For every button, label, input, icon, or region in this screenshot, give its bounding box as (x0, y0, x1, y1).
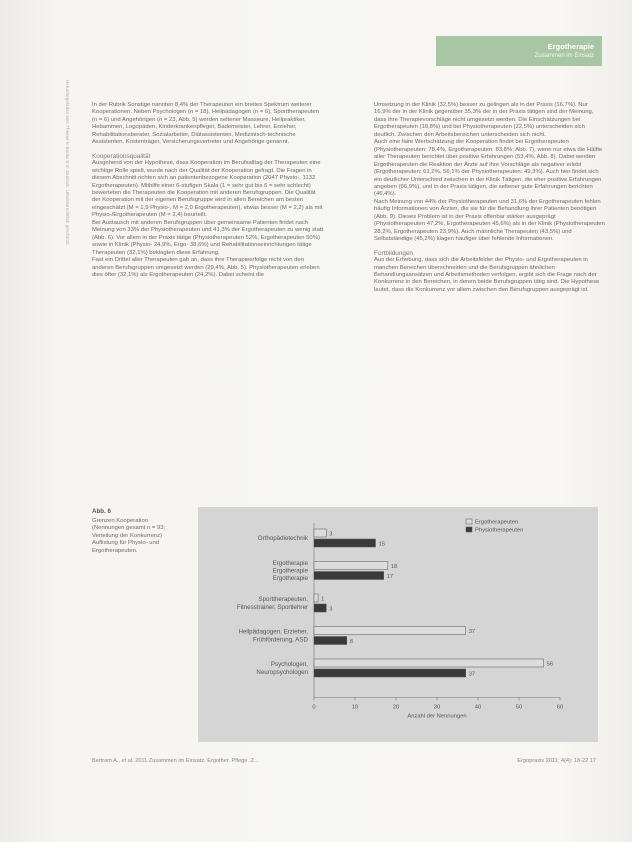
bar-value-label: 15 (378, 541, 385, 548)
footer-citation: Bertram A., et al. 2011 Zusammen im Einsatz. Ergother. Pflege. Z... (92, 758, 259, 764)
x-axis-label: Anzahl der Nennungen (407, 713, 467, 720)
section-title: Ergotherapie (547, 42, 594, 51)
legend-swatch (466, 519, 472, 524)
bar-value-label: 56 (546, 661, 554, 668)
bar-value-label: 37 (468, 629, 476, 635)
bar-ergotherapeuten (314, 594, 318, 602)
category-label: Fitnesstrainer, Sportlehrer (236, 603, 308, 611)
category-label: Orthopädietechnik (257, 535, 308, 542)
paragraph: Bei Austausch mit anderen Berufsgruppen über gemeinsame Patienten findet nach Meinung von 33% der Physiotherapeuten und 41,3% der Ergotherapeuten zu wenig statt (Abb. 6). Vor allem in der Praxis tätige (Physiotherapeuten 52%, Ergotherapeuten 50%) sowie in Klinik (Physio- 24,9%, Ergo- 38,6%) und Rehabilitationseinrichtungen tätige Therapeuten (32,1%) beklagten diese Erfahrung. (92, 219, 324, 256)
category-label: Frühförderung, ASD (252, 636, 308, 644)
bar-value-label: 8 (349, 639, 354, 645)
paragraph: Aus der Erhebung, dass sich die Arbeitsfelder der Physio- und Ergotherapeuten in manchen Bereichen überschneiden und die Berufsgruppen ähnlichen Behandlungsansätzen und Arbeitsmethoden verfolgen, ergibt sich die Frage nach der Konkurrenz in den Bereichen, in denen beide Berufsgruppen tätig sind. Die Hypothese lautet, dass die Konkurrenz vor allem zwischen den Berufsgruppen ausgeprägt ist. (374, 257, 600, 293)
figure-caption-text: Grenzen Kooperation (Nennungen gesamt n = 93; Verteilung der Konkurrenz) Auflistung für Physio- und Ergotherapeuten. (92, 517, 166, 554)
chart-panel (198, 507, 598, 742)
bar-physiotherapeuten (314, 637, 347, 645)
bar-physiotherapeuten (314, 604, 326, 612)
section-header (436, 36, 602, 66)
bar-value-label: 1 (321, 596, 325, 603)
category-label: Neuropsychologen (256, 668, 308, 676)
subheading: Fortbildungen (374, 249, 414, 257)
side-note-text: Heruntergeladen von: Thieme E-Books & E-Journals. Urheberrechtlich geschützt. (65, 80, 70, 246)
bar-value-label: 18 (390, 564, 398, 570)
x-tick-label: 50 (515, 704, 523, 711)
category-label: Ergotherapie (272, 559, 308, 567)
paragraph: Umsetzung in der Klinik (32,5%) besser zu gelingen als in der Praxis (16,7%). Nur 16,9% der in der Klinik gegenüber 35,3% der in der Praxis tätigen sind der Meinung, dass ihre Therapievorschläge nicht umgesetzt werden. Die Einschätzungen bei Ergotherapeuten (18,8%) und bei Physiotherapeuten (22,5%) unterscheiden sich deutlich. Zwischen den Arbeitsbereichen unterscheiden sich nicht. (374, 102, 594, 138)
paragraph: Nach Meinung von 44% der Physiotherapeuten und 31,6% der Ergotherapeuten fehlen häufig Informationen von Ärzten, die sie für die Behandlung ihrer Patienten benötigen (Abb. 9). Dieses Problem ist in der Praxis offenbar stärker ausgeprägt (Physiotherapeuten 47,2%, Ergotherapeuten 45,6%) als in der Klinik (Physiotherapeuten 28,2%, Ergotherapeuten 23,9%). Auch männliche Therapeuten (43,5%) und Selbstständige (45,2%) klagen häufiger über fehlende Informationen. (374, 198, 605, 243)
bar-ergotherapeuten (314, 529, 326, 537)
category-label: Ergotherapie (272, 567, 308, 575)
legend-label: Physiotherapeuten (475, 527, 524, 534)
figure-caption (92, 508, 180, 555)
legend-label: Ergotherapeuten (475, 519, 519, 526)
bar-chart (198, 507, 598, 742)
paragraph: In der Rubrik Sonstige nannten 8,4% der Therapeuten ein breites Spektrum weiterer Kooperationen. Neben Psychologen (n = 18), Heilpädagogen (n = 6), Sporttherapeuten (n = 6) und Angehörigen (n = 23, Abb. 5) werden seltener Masseure, Heilpraktiker, Hebammen, Logopäden, Kinderkrankenpfleger, Bademeister, Lehrer, Erzieher, Rehabilitationsberater, Sozialarbeiter, Diätassistenten, Medizinisch-technische Assistenten, Kostenträger, Versicherungsvertreter und Angehörige genannt. (92, 102, 319, 146)
text-column-right (374, 102, 606, 294)
category-label: Psychologen, (270, 661, 308, 669)
x-tick-label: 0 (312, 704, 316, 711)
x-tick-label: 30 (433, 704, 441, 711)
figure-label: Abb. 6 (92, 508, 111, 515)
paragraph: Ausgehend von der Hypothese, dass Kooperation im Berufsalltag der Therapeuten eine wichtige Rolle spielt, wurde nach der Qualität der Kooperation gefragt. Die Fragen in diesem Abschnitt richten sich an patientenbezogene Kooperation (2047 Physio-, 1132 Ergotherapeuten). Mithilfe einer 6-stufigen Skala (1 = sehr gut bis 6 = sehr schlecht) bewerteten die Therapeuten die Kooperation mit anderen Berufsgruppen. Die Qualität der Kooperation mit der eigenen Berufsgruppe wird in allen Bereichen am besten eingeschätzt (M = 1,9 Physio-, M = 2,0 Ergotherapeuten), etwas besser (M = 2,2) als mit Physio-/Ergotherapeuten (M = 2,4) beurteilt. (92, 160, 323, 219)
bar-value-label: 3 (329, 531, 333, 538)
x-tick-label: 60 (556, 704, 564, 711)
bar-physiotherapeuten (314, 539, 376, 547)
bar-value-label: 3 (329, 606, 333, 613)
paragraph: Fast ein Drittel aller Therapeuten gab an, dass ihre Therapieerfolge nicht von den anderen Berufsgruppen umgesetzt werden (29,4%, Abb. 5). Physiotherapeuten erleben dies öfter (32,1%) als Ergotherapeuten (24,2%). Dabei scheint die (92, 257, 320, 278)
bar-ergotherapeuten (314, 562, 388, 570)
bar-value-label: 37 (468, 671, 476, 678)
x-tick-label: 40 (474, 704, 482, 711)
category-label: Sporttherapeuten, (258, 596, 308, 604)
paragraph: Auch eine faire Wertschätzung der Kooperation findet bei Ergotherapeuten (Physiotherapeuten: 78,4%, Ergotherapeuten: 83,8%; Abb. 7), wenn nur etwa die Hälfte aller Therapeuten berichtet über positive Erfahrungen (53,4%, Abb. 8). Dabei werden Ergotherapeuten die Reaktion der Ärzte auf ihre Vorschläge als negativer erlebt (Ergotherapeuten: 61,2%, 56,1% der Physiotherapeuten: 49,3%). Auch hier findet sich ein deutlicher Unterschied zwischen in der Klinik Tätigen, die eher positive Erfahrungen angeben (66,9%), und in der Praxis tätigen, die seltener gute Erfahrungen berichten (46,4%). (374, 139, 603, 198)
subheading: Kooperationsqualität (92, 152, 151, 160)
bar-ergotherapeuten (314, 627, 466, 635)
section-subtitle: Zusammen im Einsatz (534, 53, 594, 59)
bar-ergotherapeuten (314, 659, 544, 667)
legend-swatch (466, 527, 472, 532)
text-column-left (92, 102, 324, 279)
x-tick-label: 20 (392, 704, 400, 711)
side-download-note (62, 80, 72, 780)
bar-physiotherapeuten (314, 572, 384, 580)
bar-physiotherapeuten (314, 669, 466, 677)
x-tick-label: 10 (351, 704, 359, 711)
category-label: Heilpädagogen, Erzieher, (238, 628, 308, 636)
category-label: Ergotherapie (272, 575, 308, 583)
bar-value-label: 17 (386, 574, 394, 580)
footer-journal: Ergopraxis 2011; 4(4): 18-22 17 (517, 758, 596, 764)
